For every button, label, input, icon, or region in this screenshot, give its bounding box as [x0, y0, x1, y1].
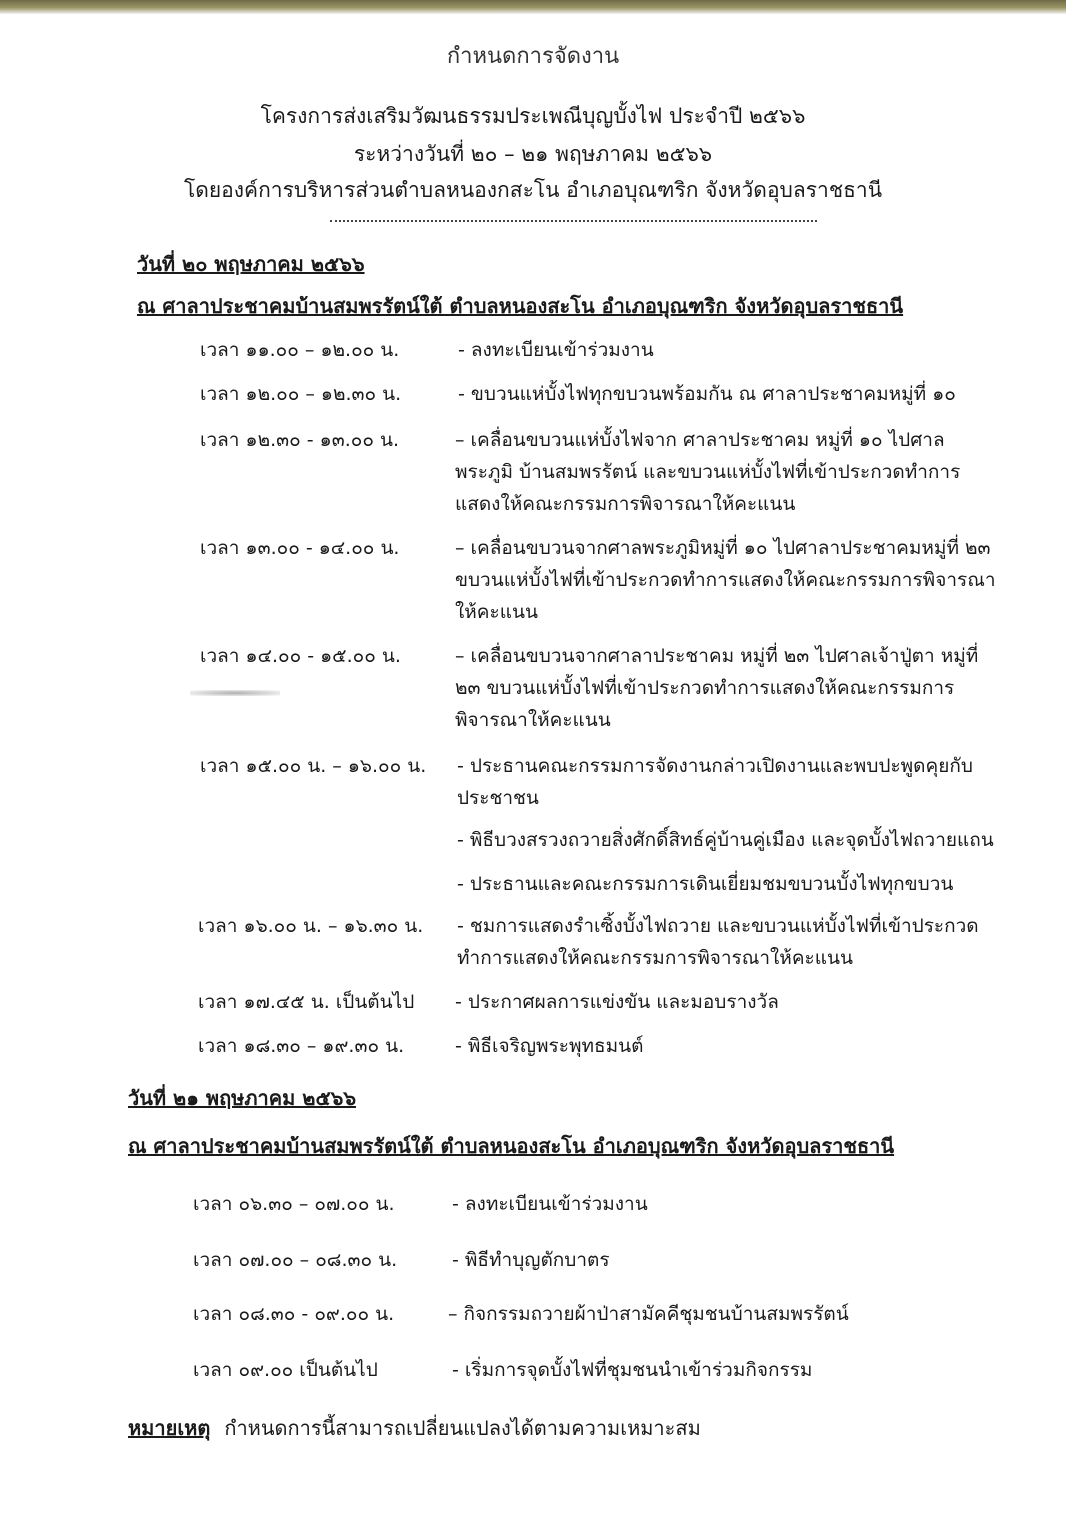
day2-date-heading: วันที่ ๒๑ พฤษภาคม ๒๕๖๖ [128, 1086, 357, 1110]
day1-item-10-time: เวลา ๑๗.๔๕ น. เป็นต้นไป [198, 991, 415, 1013]
day1-date-heading: วันที่ ๒๐ พฤษภาคม ๒๕๖๖ [137, 252, 365, 276]
day1-item-3-time: เวลา ๑๒.๓๐ - ๑๓.๐๐ น. [200, 429, 400, 451]
day1-item-11-time: เวลา ๑๘.๓๐ – ๑๙.๓๐ น. [198, 1035, 405, 1057]
day1-item-6-activity: - ประธานคณะกรรมการจัดงานกล่าวเปิดงานและพบปะพูดคุยกับประชาชน [457, 755, 973, 809]
project-name: โครงการส่งเสริมวัฒนธรรมประเพณีบุญบั้งไฟ ประจำปี ๒๕๖๖ [260, 104, 806, 128]
day1-item-4-time: เวลา ๑๓.๐๐ - ๑๔.๐๐ น. [200, 537, 400, 559]
document-title: กำหนดการจัดงาน [446, 44, 620, 69]
day1-item-8-activity: - ประธานและคณะกรรมการเดินเยี่ยมชมขบวนบั้งไฟทุกขบวน [457, 873, 954, 895]
footnote-label: หมายเหตุ [128, 1416, 211, 1440]
day1-item-1-time: เวลา ๑๑.๐๐ – ๑๒.๐๐ น. [200, 339, 400, 361]
top-edge-strip [0, 0, 1066, 14]
day1-item-2-activity: - ขบวนแห่บั้งไฟทุกขบวนพร้อมกัน ณ ศาลาประชาคมหมู่ที่ ๑๐ [458, 383, 956, 405]
day2-item-2-time: เวลา ๐๗.๐๐ – ๐๘.๓๐ น. [193, 1249, 398, 1271]
scan-smudge [190, 690, 280, 696]
day1-item-9-activity: - ชมการแสดงรำเซิ้งบั้งไฟถวาย และขบวนแห่บั้งไฟที่เข้าประกวดทำการแสดงให้คณะกรรมการพิจารณาให้คะแนน [457, 915, 979, 969]
day2-item-1-activity: - ลงทะเบียนเข้าร่วมงาน [452, 1193, 648, 1215]
day1-item-3-activity: – เคลื่อนขบวนแห่บั้งไฟจาก ศาลาประชาคม หมู่ที่ ๑๐ ไปศาลพระภูมิ บ้านสมพรรัตน์ และขบวนแห่บั้งไฟที่เข้าประกวดทำการแสดงให้คณะกรรมการพิจารณาให้คะแนน [455, 429, 961, 515]
day1-item-9-time: เวลา ๑๖.๐๐ น. – ๑๖.๓๐ น. [198, 915, 424, 937]
day2-item-4-activity: - เริ่มการจุดบั้งไฟที่ชุมชนนำเข้าร่วมกิจกรรม [452, 1359, 813, 1381]
dotted-divider [330, 212, 817, 222]
event-dates: ระหว่างวันที่ ๒๐ – ๒๑ พฤษภาคม ๒๕๖๖ [353, 142, 713, 166]
day1-item-7-activity: - พิธีบวงสรวงถวายสิ่งศักดิ์สิทธ์คู่บ้านคู่เมือง และจุดบั้งไฟถวายแถน [457, 829, 994, 851]
day1-place-heading: ณ ศาลาประชาคมบ้านสมพรรัตน์ใต้ ตำบลหนองสะโน อำเภอบุณฑริก จังหวัดอุบลราชธานี [137, 294, 904, 318]
footnote-text: กำหนดการนี้สามารถเปลี่ยนแปลงได้ตามความเหมาะสม [224, 1416, 701, 1440]
day2-item-3-time: เวลา ๐๘.๓๐ - ๐๙.๐๐ น. [193, 1303, 395, 1325]
day1-item-2-time: เวลา ๑๒.๐๐ – ๑๒.๓๐ น. [200, 383, 402, 405]
day2-item-3-activity: – กิจกรรมถวายผ้าป่าสามัคคีชุมชนบ้านสมพรรัตน์ [448, 1303, 849, 1325]
day1-item-4-activity: – เคลื่อนขบวนจากศาลพระภูมิหมู่ที่ ๑๐ ไปศาลาประชาคมหมู่ที่ ๒๓ ขบวนแห่บั้งไฟที่เข้าประกวดทำการแสดงให้คณะกรรมการพิจารณาให้คะแนน [455, 537, 996, 623]
day1-item-5-activity: – เคลื่อนขบวนจากศาลาประชาคม หมู่ที่ ๒๓ ไปศาลเจ้าปู่ตา หมู่ที่ ๒๓ ขบวนแห่บั้งไฟที่เข้าประกวดทำการแสดงให้คณะกรรมการพิจารณาให้คะแนน [455, 645, 979, 731]
day1-item-10-activity: - ประกาศผลการแข่งขัน และมอบรางวัล [455, 991, 779, 1013]
organizer: โดยองค์การบริหารส่วนตำบลหนองกสะโน อำเภอบุณฑริก จังหวัดอุบลราชธานี [183, 178, 883, 202]
footnote [128, 1412, 701, 1444]
day1-item-5-time: เวลา ๑๔.๐๐ - ๑๕.๐๐ น. [200, 645, 401, 667]
day1-item-1-activity: - ลงทะเบียนเข้าร่วมงาน [458, 339, 654, 361]
day2-item-4-time: เวลา ๐๙.๐๐ เป็นต้นไป [193, 1359, 378, 1381]
day2-item-2-activity: - พิธีทำบุญตักบาตร [452, 1249, 610, 1271]
day1-item-6-time: เวลา ๑๕.๐๐ น. – ๑๖.๐๐ น. [200, 755, 427, 777]
day2-item-1-time: เวลา ๐๖.๓๐ – ๐๗.๐๐ น. [193, 1193, 395, 1215]
day1-item-11-activity: - พิธีเจริญพระพุทธมนต์ [455, 1035, 644, 1057]
day2-place-heading: ณ ศาลาประชาคมบ้านสมพรรัตน์ใต้ ตำบลหนองสะโน อำเภอบุณฑริก จังหวัดอุบลราชธานี [128, 1134, 895, 1158]
